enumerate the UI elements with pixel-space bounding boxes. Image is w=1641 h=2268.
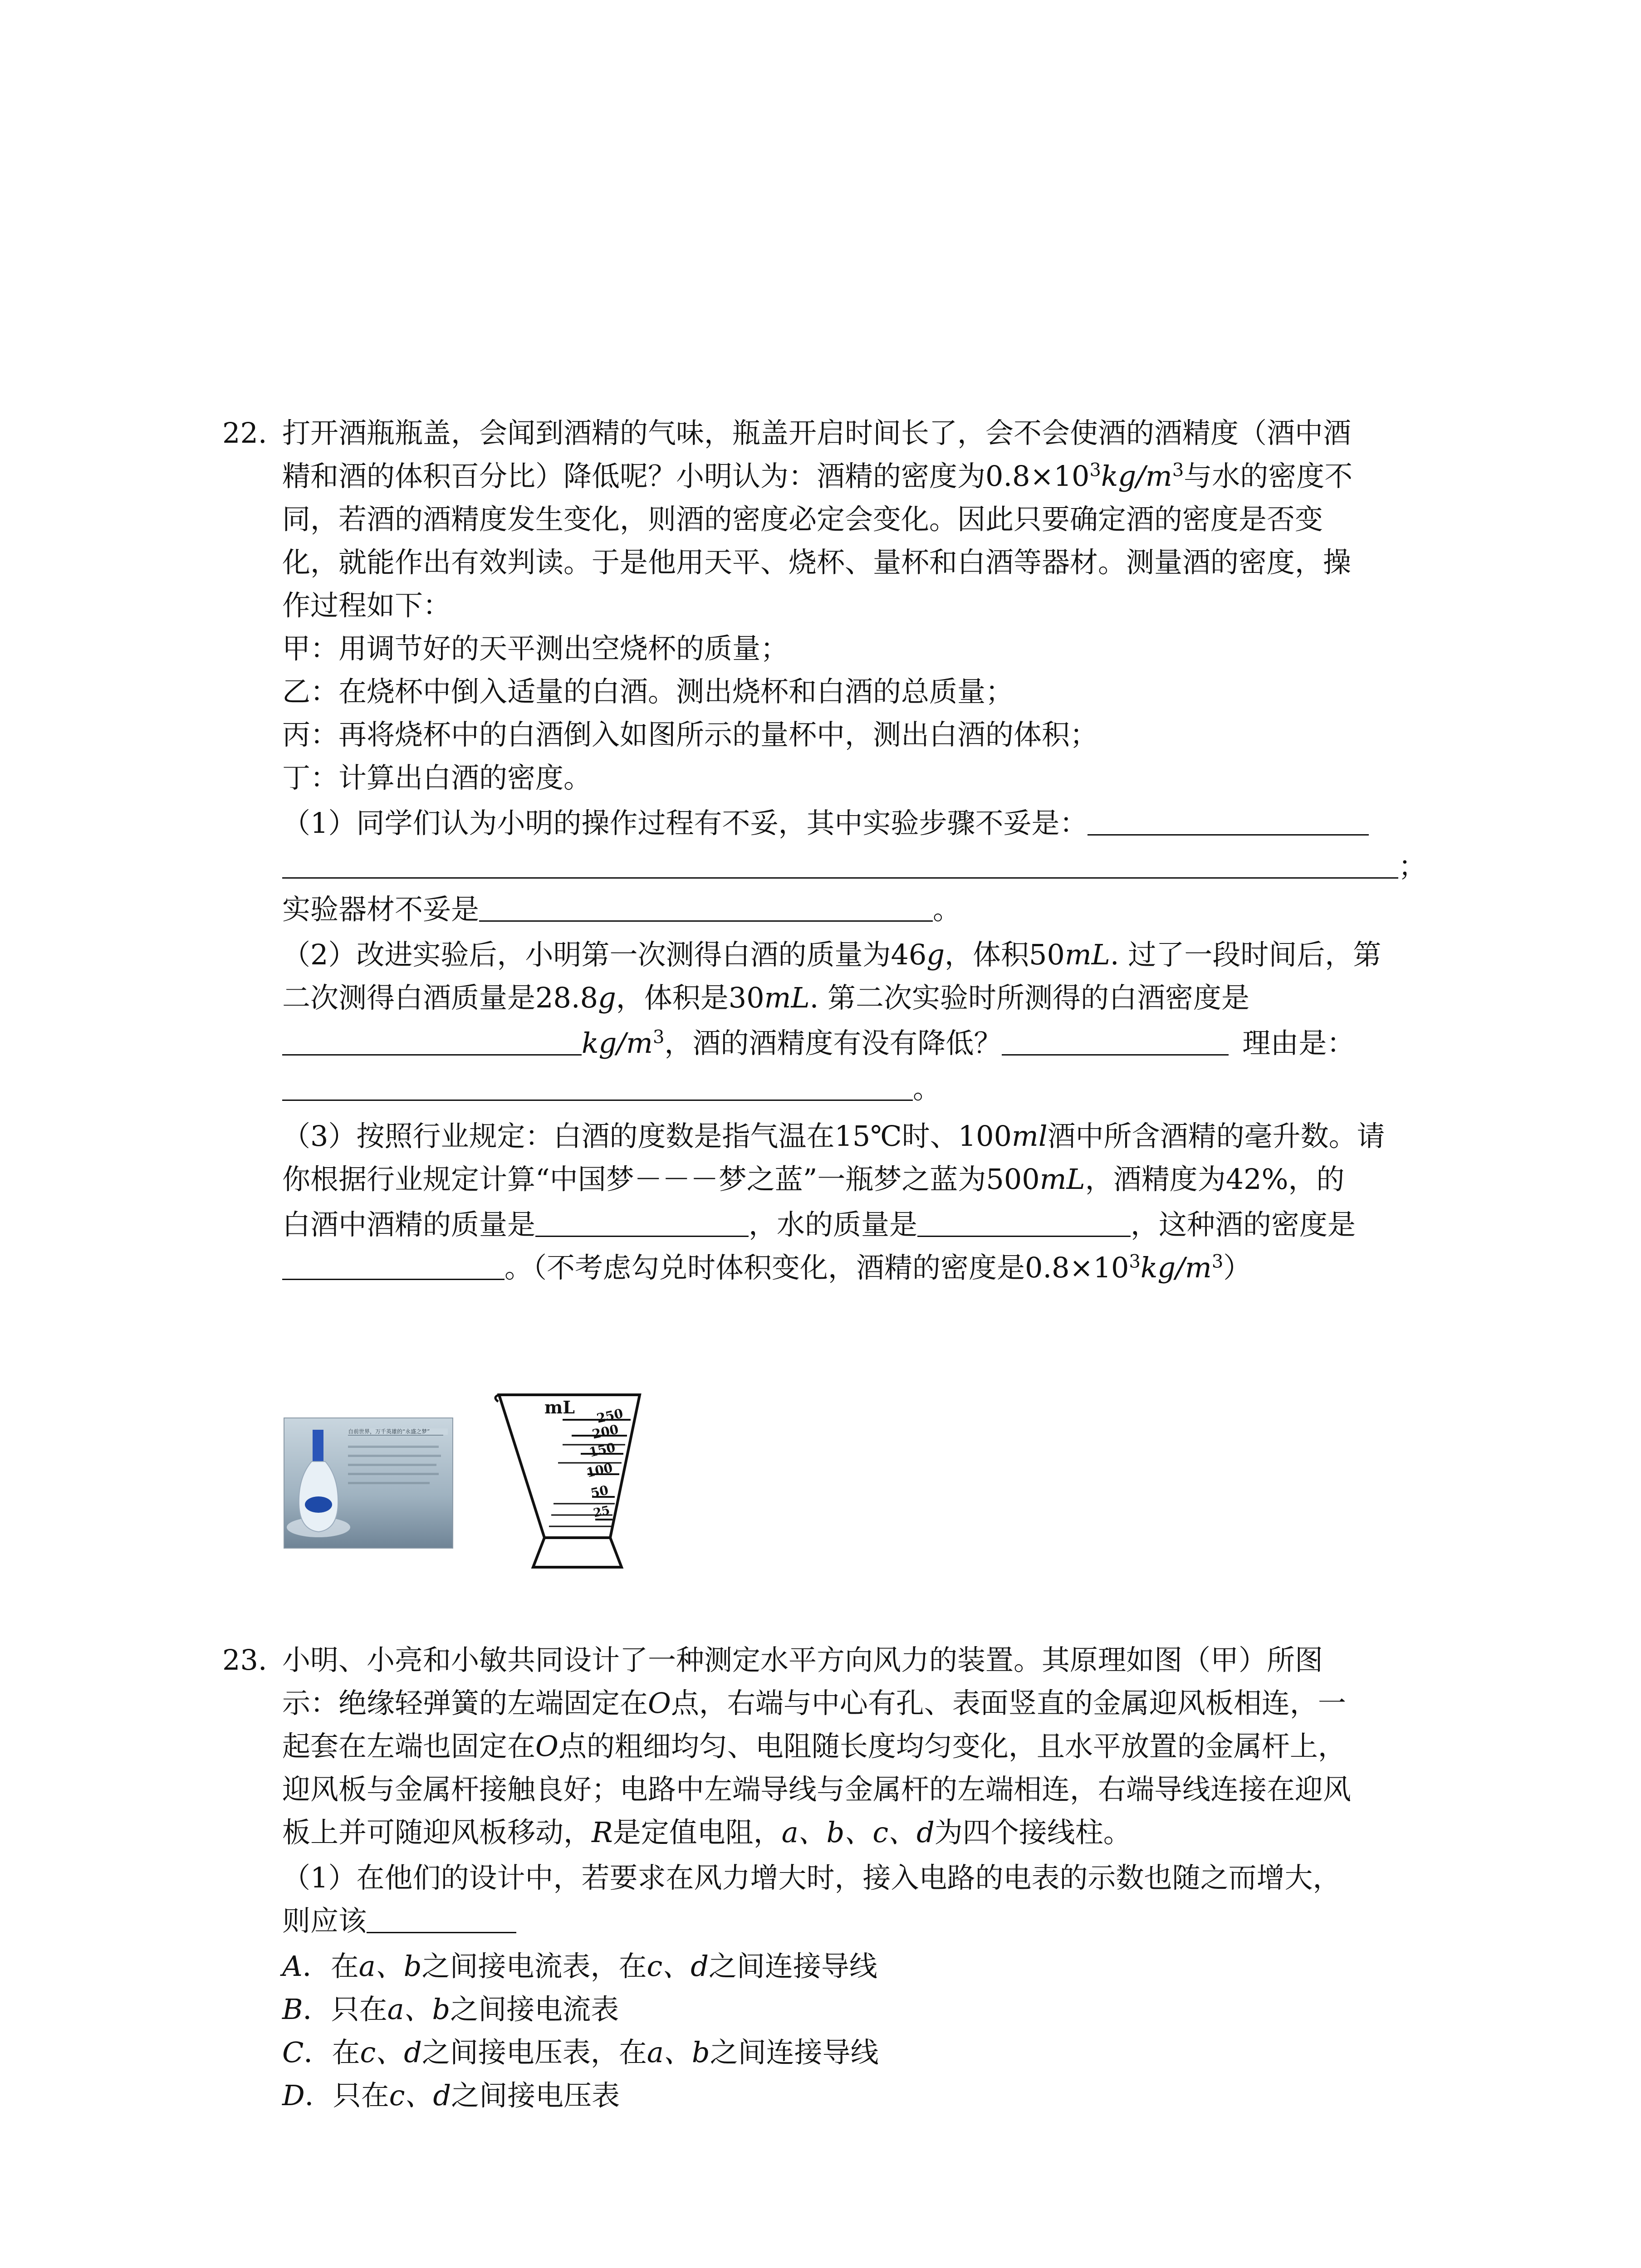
cup-tick-100: 100 xyxy=(585,1460,614,1481)
q22-step-jia: 甲：用调节好的天平测出空烧杯的质量； xyxy=(282,632,789,665)
q22-step-ding: 丁：计算出白酒的密度。 xyxy=(282,761,592,794)
q22-part3-blank-alcohol-mass[interactable] xyxy=(535,1207,749,1237)
q23-part1-line-1: （1）在他们的设计中，若要求在风力增大时，接入电路的电表的示数也随之而增大， xyxy=(282,1861,1341,1894)
q23-option-a[interactable]: A．在a、b之间接电流表，在c、d之间连接导线 xyxy=(282,1950,877,1983)
q22-part1-blank-equipment[interactable] xyxy=(479,892,933,922)
q22-intro-line-5: 作过程如下： xyxy=(282,589,451,622)
q22-part2-line-1: （2）改进实验后，小明第一次测得白酒的质量为46g，体积50mL. 过了一段时间后，第 xyxy=(282,938,1381,971)
q22-part1-blank-step-b[interactable] xyxy=(282,849,1398,879)
q22-part3-line-1: （3）按照行业规定：白酒的度数是指气温在15℃时、100ml酒中所含酒精的毫升数。请 xyxy=(282,1119,1385,1153)
q22-intro-line-1: 打开酒瓶瓶盖，会闻到酒精的气味，瓶盖开启时间长了，会不会使酒的酒精度（酒中酒 xyxy=(282,416,1352,450)
bottle-icon xyxy=(284,1418,452,1548)
q23-option-b[interactable]: B．只在a、b之间接电流表 xyxy=(282,1993,619,2026)
q23-part1-answer-blank[interactable] xyxy=(367,1904,516,1933)
q22-part2-line-4: 。 xyxy=(282,1070,941,1107)
liquor-bottle-photo xyxy=(284,1418,453,1549)
cup-tick-25: 25 xyxy=(592,1503,611,1520)
q22-step-bing: 丙：再将烧杯中的白酒倒入如图所示的量杯中，测出白酒的体积； xyxy=(282,718,1098,751)
q23-line-4: 迎风板与金属杆接触良好；电路中左端导线与金属杆的左端相连，右端导线连接在迎风 xyxy=(282,1773,1352,1806)
q22-part3-blank-water-mass[interactable] xyxy=(917,1207,1131,1237)
cup-tick-200: 200 xyxy=(591,1422,620,1442)
q22-part3-line-2: 你根据行业规定计算“中国梦－－－梦之蓝”一瓶梦之蓝为500mL，酒精度为42%，的 xyxy=(282,1163,1345,1196)
photo-caption: 自前世界，万千英雄的“永盛之梦” xyxy=(348,1428,448,1435)
q22-part1-line-3: 实验器材不妥是 。 xyxy=(282,893,961,926)
q23-part1-line-2: 则应该 xyxy=(282,1903,516,1939)
q23-option-d[interactable]: D．只在c、d之间接电压表 xyxy=(282,2079,620,2112)
q22-intro-line-4: 化，就能作出有效判读。于是他用天平、烧杯、量杯和白酒等器材。测量酒的密度，操 xyxy=(282,546,1352,579)
q22-part3-blank-liquor-density[interactable] xyxy=(282,1251,505,1280)
q22-part3-line-3: 白酒中酒精的质量是 ，水的质量是 ，这种酒的密度是 xyxy=(282,1208,1356,1241)
q22-part2-line-2: 二次测得白酒质量是28.8g，体积是30mL. 第二次实验时所测得的白酒密度是 xyxy=(282,981,1250,1014)
cup-tick-150: 150 xyxy=(588,1440,617,1460)
cup-tick-50: 50 xyxy=(589,1482,610,1501)
q23-line-2: 示：绝缘轻弹簧的左端固定在O点，右端与中心有孔、表面竖直的金属迎风板相连，一 xyxy=(282,1686,1346,1720)
q23-line-1: 小明、小亮和小敏共同设计了一种测定水平方向风力的装置。其原理如图（甲）所图 xyxy=(282,1643,1323,1677)
cup-unit-label: mL xyxy=(544,1397,575,1418)
q22-part2-line-3: $kg/m^3$，酒的酒精度有没有降低？ 理由是： xyxy=(282,1025,1355,1061)
question-23-number: 23. xyxy=(222,1643,267,1677)
q22-part2-blank-decreased[interactable] xyxy=(1002,1026,1229,1056)
q22-intro-line-2: 精和酒的体积百分比）降低呢？小明认为：酒精的密度为$0.8\times 10^3kg/m^3$与水的密度不 xyxy=(282,459,1353,493)
q23-option-c[interactable]: C．在c、d之间接电压表，在a、b之间连接导线 xyxy=(282,2036,879,2069)
q22-part1-blank-step-a[interactable] xyxy=(1087,806,1369,836)
question-22-number: 22. xyxy=(222,416,267,450)
q22-step-yi: 乙：在烧杯中倒入适量的白酒。测出烧杯和白酒的总质量； xyxy=(282,675,1014,708)
q22-part1-line-1: （1）同学们认为小明的操作过程有不妥，其中实验步骤不妥是： xyxy=(282,805,1369,841)
cup-tick-250: 250 xyxy=(595,1406,625,1426)
q22-part3-line-4: 。（不考虑勾兑时体积变化，酒精的密度是$0.8\times 10^3kg/m^3$） xyxy=(282,1250,1251,1286)
q22-part2-blank-density[interactable] xyxy=(282,1026,582,1056)
measuring-cup-figure xyxy=(490,1388,653,1579)
q22-part1-line-2: ； xyxy=(282,848,1426,885)
q22-part2-blank-reason[interactable] xyxy=(282,1071,913,1101)
q22-intro-line-3: 同，若酒的酒精度发生变化，则酒的密度必定会变化。因此只要确定酒的密度是否变 xyxy=(282,503,1323,536)
q23-line-3: 起套在左端也固定在O点的粗细均匀、电阻随长度均匀变化，且水平放置的金属杆上， xyxy=(282,1730,1346,1763)
q23-line-5: 板上并可随迎风板移动，R是定值电阻，a、b、c、d为四个接线柱。 xyxy=(282,1816,1132,1849)
